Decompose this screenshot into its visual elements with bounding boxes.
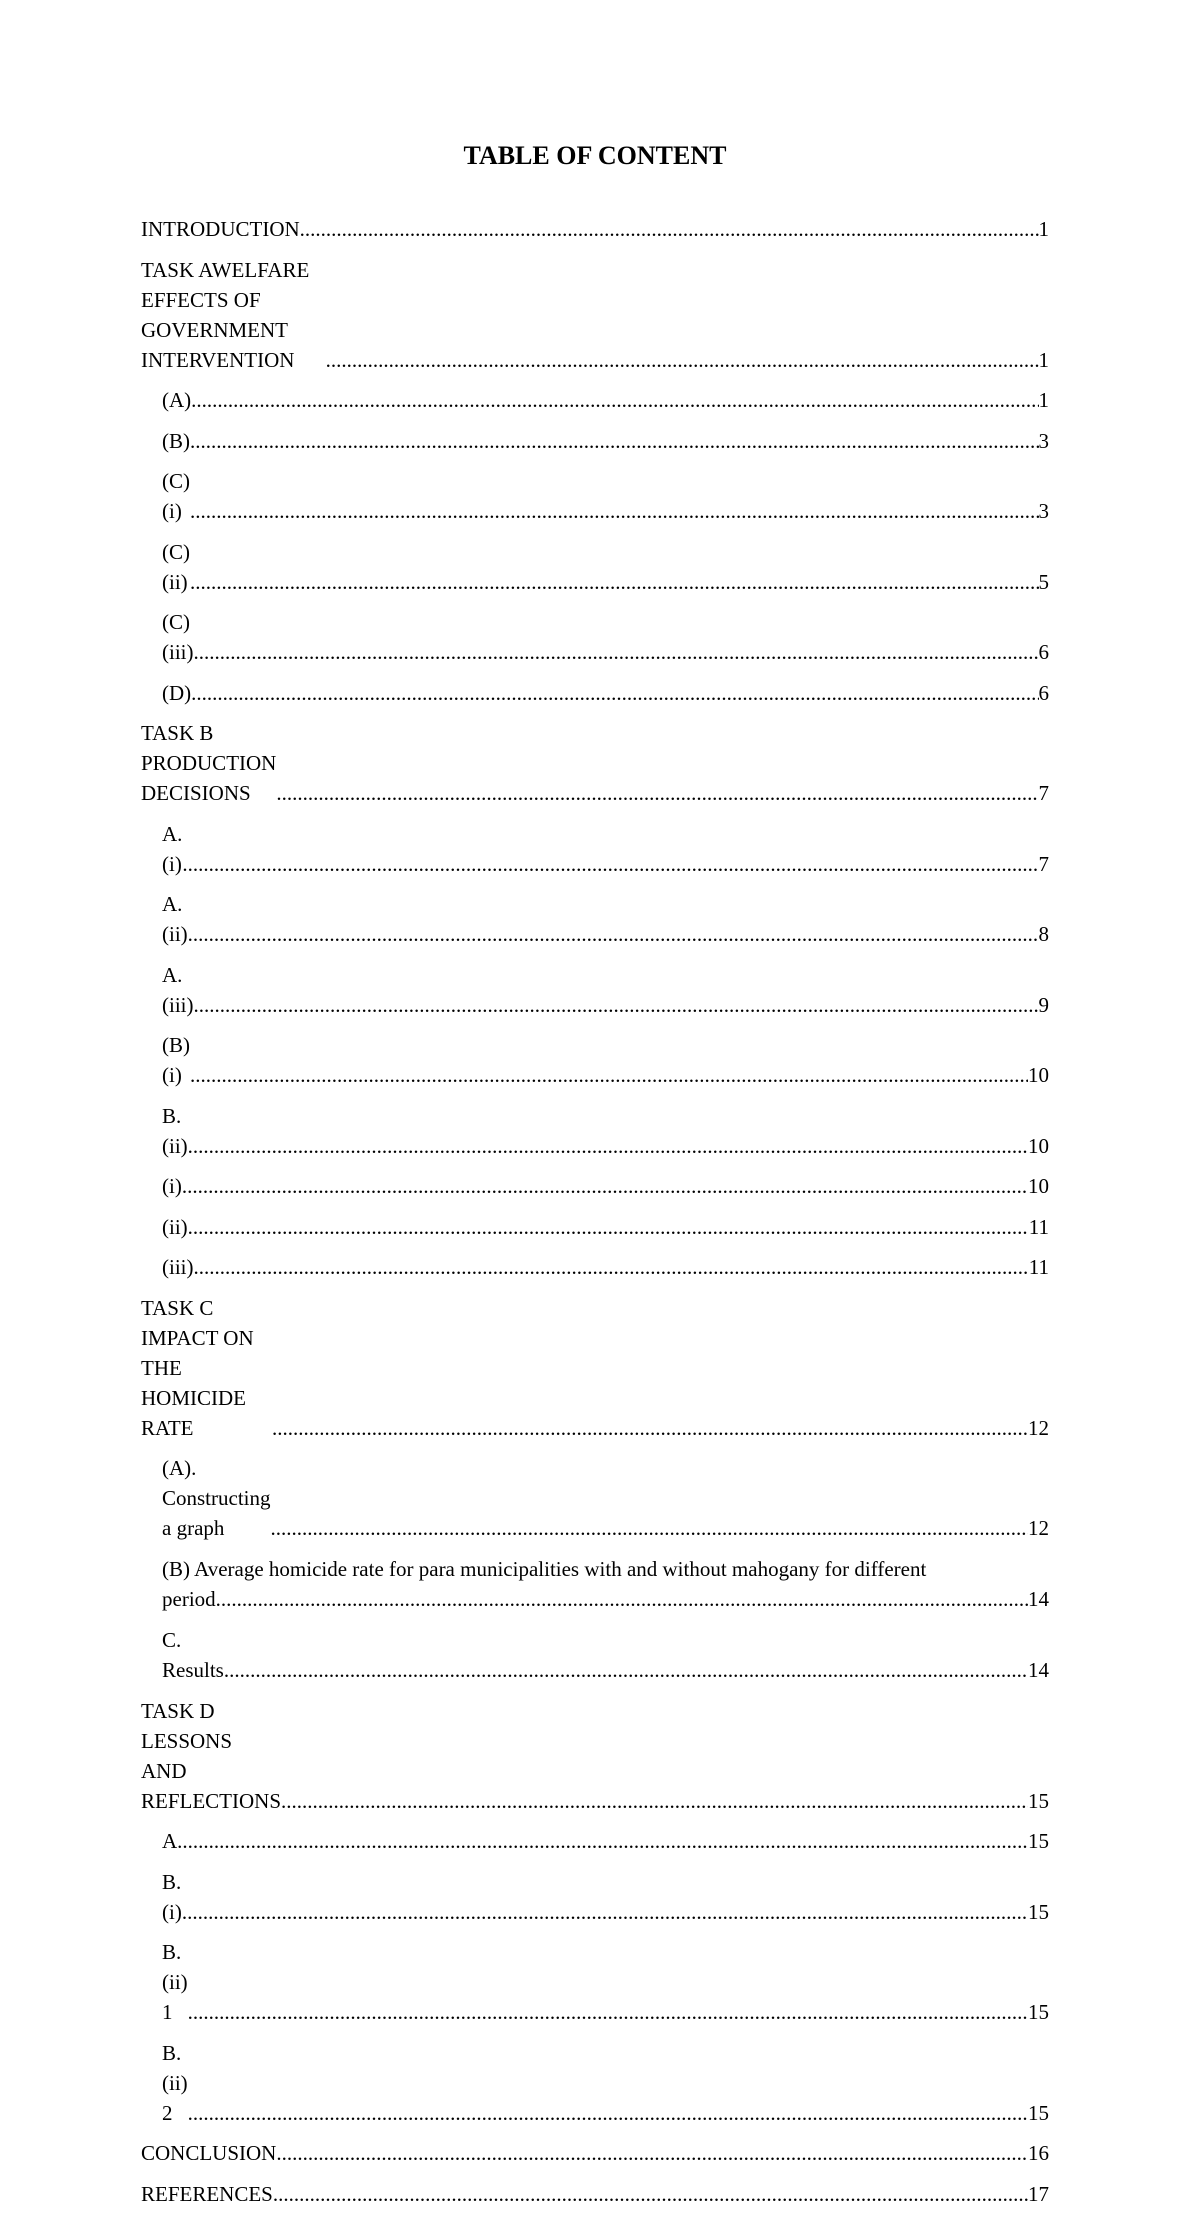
toc-entry-page-number: 7 [1039,849,1050,879]
toc-entry[interactable] [141,214,1049,255]
toc-entry-page-number: 5 [1039,567,1050,597]
toc-entry[interactable] [141,1937,1049,2038]
toc-entry-label: (B) (i) [162,1030,190,1090]
toc-entry[interactable] [141,385,1049,426]
dot-leader [190,567,1039,597]
toc-entry-label: (A) [162,385,191,415]
dot-leader [194,1252,1029,1282]
dot-leader [224,1655,1028,1685]
toc-entry[interactable] [141,1826,1049,1867]
toc-entry-page-number: 11 [1029,1252,1049,1282]
toc-entry[interactable] [141,960,1049,1031]
toc-entry-label: REFERENCES [141,2179,273,2209]
dot-leader [191,385,1038,415]
toc-entry-label: B. (ii) 2 [162,2038,188,2128]
dot-leader [188,1131,1028,1161]
toc-entry-label: (iii) [162,1252,194,1282]
toc-entry[interactable] [141,466,1049,537]
toc-entry[interactable] [141,2179,1049,2219]
toc-entry[interactable] [141,1625,1049,1696]
toc-entry[interactable] [141,1696,1049,1827]
toc-entry-label: B. (ii) [162,1101,188,1161]
toc-entry[interactable] [141,1293,1049,1454]
toc-entry[interactable] [141,1453,1049,1554]
dot-leader [273,2179,1028,2209]
dot-leader [188,1997,1028,2027]
toc-entry-page-number: 15 [1028,1897,1049,1927]
toc-entry-label: TASK C IMPACT ON THE HOMICIDE RATE [141,1293,272,1443]
toc-entry[interactable] [141,426,1049,467]
toc-entry[interactable] [141,1212,1049,1253]
toc-entry-label: A. (iii) [162,960,193,1020]
toc-entry-page-number: 10 [1028,1060,1049,1090]
dot-leader [182,849,1038,879]
dot-leader [193,990,1038,1020]
toc-entry[interactable] [141,678,1049,719]
dot-leader [271,1513,1029,1543]
toc-entry-page-number: 15 [1028,1997,1049,2027]
dot-leader [326,345,1039,375]
toc-entry[interactable] [141,889,1049,960]
toc-entry-page-number: 10 [1028,1171,1049,1201]
toc-entry-page-number: 15 [1028,2098,1049,2128]
toc-entry-page-number: 14 [1028,1584,1049,1615]
toc-entry-label: (D) [162,678,191,708]
table-of-contents [141,214,1049,2219]
toc-entry-page-number: 7 [1039,778,1050,808]
toc-entry-label: (C) (ii) [162,537,190,597]
toc-entry-page-number: 1 [1039,345,1050,375]
toc-entry-label: B. (i) [162,1867,182,1927]
toc-entry[interactable] [141,607,1049,678]
toc-entry-page-number: 6 [1039,637,1050,667]
dot-leader [182,1897,1028,1927]
toc-entry-page-number: 15 [1028,1826,1049,1856]
page-title: TABLE OF CONTENT [0,140,1190,172]
dot-leader [188,919,1039,949]
toc-entry-label: (C) (iii) [162,607,193,667]
toc-entry-label: (C) (i) [162,466,190,526]
dot-leader [281,1786,1028,1816]
toc-entry[interactable] [141,537,1049,608]
dot-leader [177,1826,1028,1856]
toc-entry-page-number: 1 [1039,385,1050,415]
toc-entry-page-number: 15 [1028,1786,1049,1816]
dot-leader [193,637,1038,667]
toc-entry-page-number: 14 [1028,1655,1049,1685]
toc-entry-label: C. Results [162,1625,224,1685]
toc-entry-page-number: 8 [1039,919,1050,949]
dot-leader [216,1584,1028,1615]
toc-entry-page-number: 6 [1039,678,1050,708]
toc-entry-page-number: 1 [1039,214,1050,244]
toc-entry-label: INTRODUCTION [141,214,300,244]
toc-entry[interactable] [141,2038,1049,2139]
toc-entry-page-number: 12 [1028,1513,1049,1543]
toc-entry[interactable] [141,1252,1049,1293]
dot-leader [188,2098,1028,2128]
dot-leader [276,778,1038,808]
toc-entry-label: (ii) [162,1212,188,1242]
dot-leader [190,1060,1028,1090]
toc-entry[interactable] [141,819,1049,890]
toc-entry[interactable] [141,1867,1049,1938]
toc-entry-label: (B) [162,426,190,456]
toc-entry-label: TASK B PRODUCTION DECISIONS [141,718,276,808]
dot-leader [182,1171,1028,1201]
toc-entry-page-number: 9 [1039,990,1050,1020]
toc-entry-page-number: 17 [1028,2179,1049,2209]
toc-entry-page-number: 3 [1039,426,1050,456]
toc-entry-page-number: 3 [1039,496,1050,526]
toc-entry-page-number: 10 [1028,1131,1049,1161]
toc-entry-label: B. (ii) 1 [162,1937,188,2027]
toc-entry[interactable] [141,1554,1049,1626]
toc-entry-page-number: 16 [1028,2138,1049,2168]
toc-entry-label: TASK AWELFARE EFFECTS OF GOVERNMENT INTERVENTION [141,255,326,375]
toc-entry-page-number: 12 [1028,1413,1049,1443]
toc-entry-label: (i) [162,1171,182,1201]
dot-leader [190,496,1039,526]
dot-leader [276,2138,1028,2168]
toc-entry-label: A. (ii) [162,889,188,949]
toc-entry-label: CONCLUSION [141,2138,276,2168]
toc-entry[interactable] [141,1171,1049,1212]
dot-leader [191,678,1038,708]
toc-entry[interactable] [141,255,1049,386]
toc-entry[interactable] [141,1101,1049,1172]
dot-leader [190,426,1039,456]
toc-entry-label-continued: period [162,1584,216,1615]
toc-entry-label: (B) Average homicide rate for para municipalities with and without mahogany for different [162,1554,1049,1585]
toc-entry[interactable] [141,1030,1049,1101]
toc-entry-label: A [162,1826,177,1856]
toc-entry-label: A. (i) [162,819,182,879]
dot-leader [188,1212,1029,1242]
toc-entry[interactable] [141,718,1049,819]
dot-leader [272,1413,1028,1443]
toc-entry-label: TASK D LESSONS AND REFLECTIONS [141,1696,281,1816]
dot-leader [300,214,1039,244]
toc-entry-label: (A). Constructing a graph [162,1453,271,1543]
toc-entry[interactable] [141,2138,1049,2179]
toc-entry-page-number: 11 [1029,1212,1049,1242]
